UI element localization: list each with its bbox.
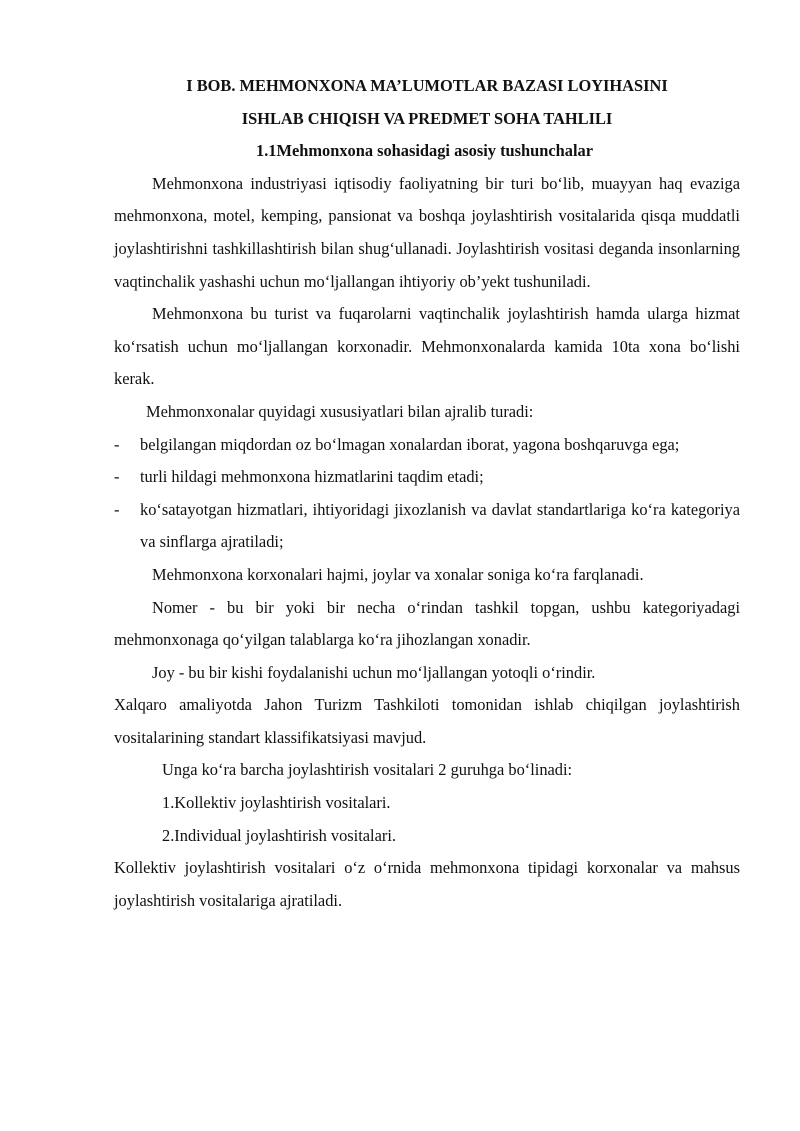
document-page <box>114 70 740 917</box>
list-dash: - <box>114 499 120 519</box>
section-title: 1.1Mehmonxona sohasidagi asosiy tushunchalar <box>256 141 593 161</box>
paragraph-4: Mehmonxona korxonalari hajmi, joylar va xonalar soniga ko‘ra farqlanadi. <box>152 564 644 584</box>
paragraph-8: Unga ko‘ra barcha joylashtirish vositalari 2 guruhga bo‘linadi: <box>162 760 573 780</box>
chapter-title-line1: I BOB. MEHMONXONA MA’LUMOTLAR BAZASI LOYIHASINI <box>186 76 668 95</box>
features-list <box>114 429 740 559</box>
chapter-title-line2: ISHLAB CHIQISH VA PREDMET SOHA TAHLILI <box>241 108 613 128</box>
list-item: - ko‘satayotgan hizmatlari, ihtiyoridagi jixozlanish va davlat standartlariga ko‘ra kategoriya va sinflarga ajratiladi; <box>114 494 740 559</box>
list-dash: - <box>114 467 120 487</box>
list-item: - turli hildagi mehmonxona hizmatlarini taqdim etadi; <box>114 461 740 494</box>
paragraph-11: Kollektiv joylashtirish vositalari o‘z o‘rnida mehmonxona tipidagi korxonalar va mahsus joylashtirish vositalariga ajratiladi. <box>114 858 740 910</box>
paragraph-2: Mehmonxona bu turist va fuqarolarni vaqtinchalik joylashtirish hamda ularga hizmat ko‘rsatish uchun mo‘ljallangan korxonadir. Mehmonxonalarda kamida 10ta xona bo‘lishi kerak. <box>114 304 740 389</box>
paragraph-9: 1.Kollektiv joylashtirish vositalari. <box>162 793 391 813</box>
paragraph-10: 2.Individual joylashtirish vositalari. <box>162 825 396 845</box>
paragraph-1: Mehmonxona industriyasi iqtisodiy faoliyatning bir turi bo‘lib, muayyan haq evaziga mehmonxona, motel, kemping, pansionat va boshqa joylashtirish vositalarida qisqa muddatli joylashtirishni tashkillashtirish bilan shug‘ullanadi. Joylashtirish vositasi deganda insonlarning vaqtinchalik yashashi uchun mo‘ljallangan ihtiyoriy ob’yekt tushuniladi. <box>114 173 740 291</box>
paragraph-7: Xalqaro amaliyotda Jahon Turizm Tashkiloti tomonidan ishlab chiqilgan joylashtirish vositalarining standart klassifikatsiyasi mavjud. <box>114 695 740 747</box>
paragraph-6: Joy - bu bir kishi foydalanishi uchun mo‘ljallangan yotoqli o‘rindir. <box>152 662 596 682</box>
paragraph-3: Mehmonxonalar quyidagi xususiyatlari bilan ajralib turadi: <box>146 401 534 421</box>
list-dash: - <box>114 434 120 454</box>
paragraph-5: Nomer - bu bir yoki bir necha o‘rindan tashkil topgan, ushbu kategoriyadagi mehmonxonaga qo‘yilgan talablarga ko‘ra jihozlangan xonadir. <box>114 597 740 650</box>
list-item: - belgilangan miqdordan oz bo‘lmagan xonalardan iborat, yagona boshqaruvga ega; <box>114 429 740 462</box>
